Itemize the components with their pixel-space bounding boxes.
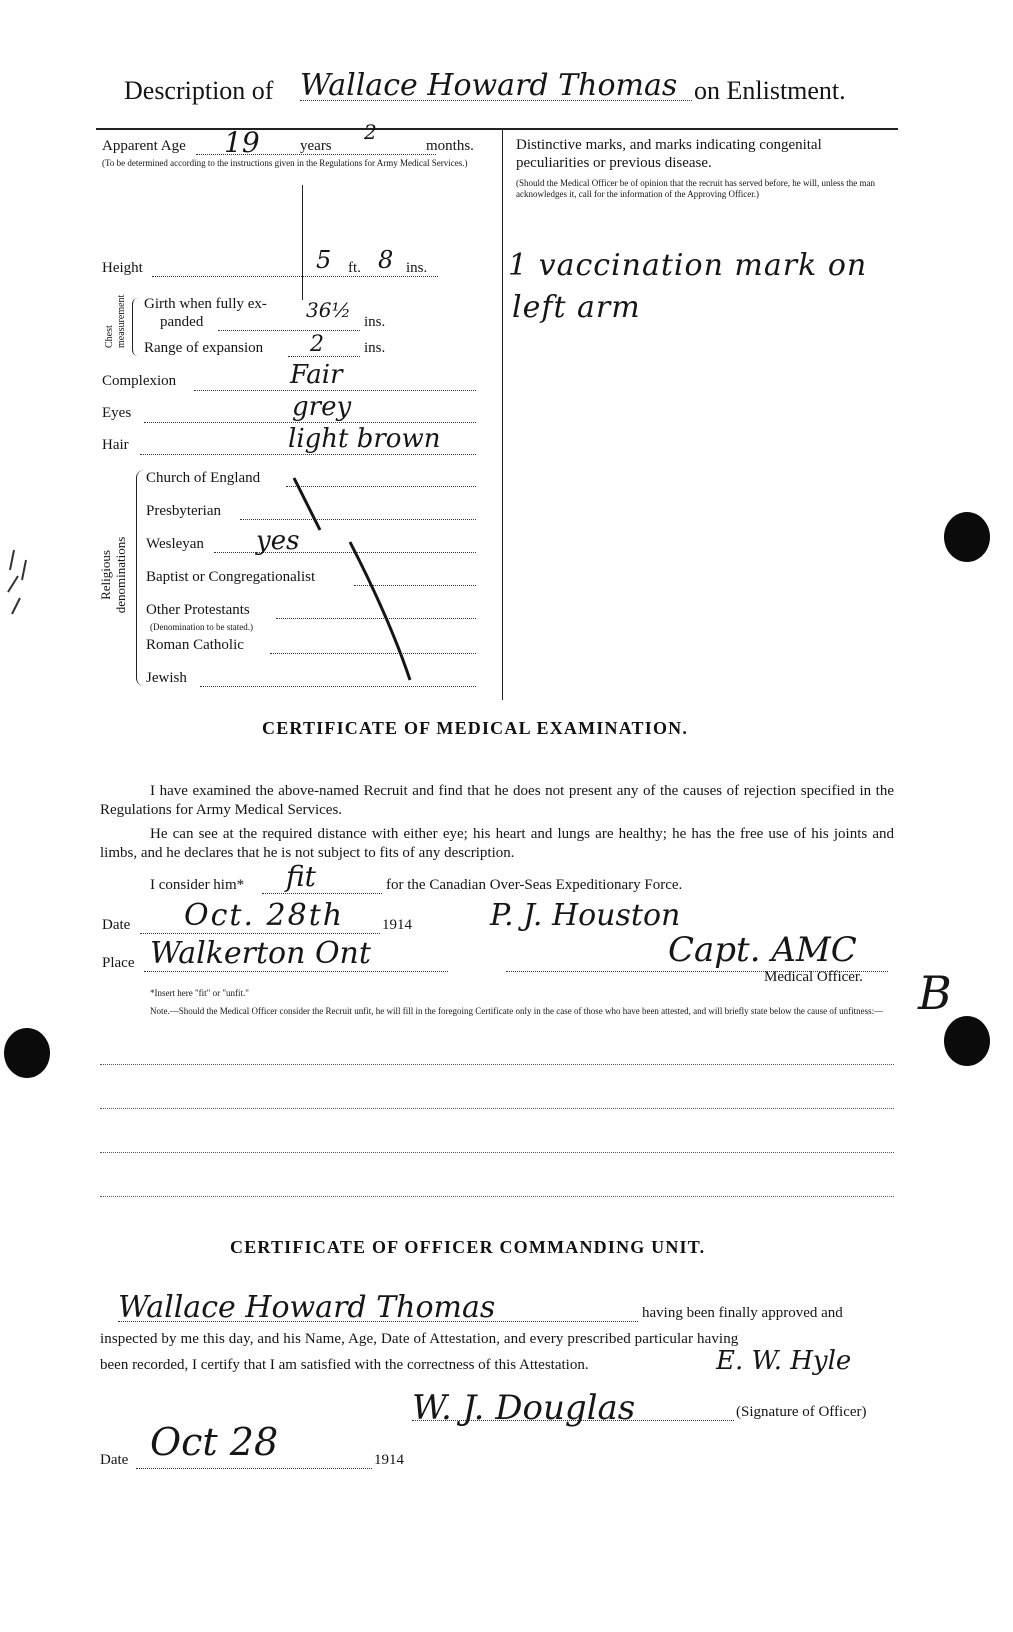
commanding-text-2: inspected by me this day, and his Name, Age, Date of Attestation, and every prescribed particular having [100,1331,739,1347]
unfitness-line-1 [100,1064,894,1065]
consider-suffix: for the Canadian Over-Seas Expeditionary Force. [386,877,683,893]
commanding-name: Wallace Howard Thomas [118,1290,496,1325]
hair-label: Hair [102,437,129,453]
girth-label-2: panded [160,314,204,330]
religion-other-protestants: Other Protestants [146,602,250,618]
range-unit: ins. [364,340,386,356]
age-months: 2 [364,120,377,144]
marks-note: (Should the Medical Officer be of opinion that the recruit has served before, he will, unless the man acknowledges it, call for the information of the Approving Officer.) [516,178,875,199]
place-value: Walkerton Ont [150,936,371,971]
unfitness-line-3 [100,1152,894,1153]
inner-divider [302,185,303,300]
unfitness-line-4 [100,1196,894,1197]
range-value: 2 [310,332,324,357]
rank-value: Capt. AMC [668,930,857,970]
age-years: 19 [224,126,260,159]
commanding-text-1: having been finally approved and [642,1305,843,1321]
title-name: Wallace Howard Thomas [300,68,678,103]
girth-unit: ins. [364,314,386,330]
hair-value: light brown [288,424,441,454]
commanding-initials: E. W. Hyle [716,1346,852,1376]
punch-hole-right-lower [944,1016,990,1066]
medical-para-1: I have examined the above-named Recruit and find that he does not present any of the causes of rejection specified in the Regulations for Army Medical Services. [100,783,894,818]
religion-brace [136,470,145,686]
title-prefix: Description of [124,76,274,105]
signature-label: (Signature of Officer) [736,1404,867,1420]
unfitness-line-2 [100,1108,894,1109]
chest-label: Chest measurement [104,294,127,348]
commanding-date-year: 1914 [374,1452,404,1468]
girth-label-1: Girth when fully ex- [144,296,267,312]
height-ft: 5 [316,246,332,274]
height-ins: 8 [378,246,394,274]
complexion-value: Fair [290,360,343,390]
height-label: Height [102,260,143,276]
commanding-date-value: Oct 28 [150,1420,279,1464]
medical-heading: CERTIFICATE OF MEDICAL EXAMINATION. [262,718,689,738]
religion-church-of-england: Church of England [146,470,261,486]
place-label: Place [102,955,135,971]
ft-label: ft. [348,260,361,276]
medical-officer-label: Medical Officer. [764,969,863,985]
eyes-value: grey [292,392,352,422]
medical-date-value: Oct. 28th [184,898,345,933]
marks-heading: Distinctive marks, and marks indicating congenital peculiarities or previous disease. [516,137,822,171]
consider-prefix: I consider him* [150,877,245,893]
religion-wesleyan: Wesleyan [146,536,204,552]
commanding-signature: W. J. Douglas [412,1388,636,1428]
religion-group-label: Religious denominations [98,536,128,614]
margin-mark: B [918,966,952,1020]
medical-note: Note.—Should the Medical Officer consider the Recruit unfit, he will fill in the foregoing Certificate only in the case of those who have been attested, and will briefly state below the cause of unfitness:— [150,1006,884,1016]
complexion-label: Complexion [102,373,177,389]
marks-value-line-1: 1 vaccination mark on [508,248,868,283]
eyes-label: Eyes [102,405,132,421]
ins-label: ins. [406,260,428,276]
medical-signature: P. J. Houston [490,898,681,933]
religion-presbyterian: Presbyterian [146,503,221,519]
table-divider [502,130,503,700]
punch-hole-left [4,1028,50,1078]
commanding-text-3: been recorded, I certify that I am satisfied with the correctness of this Attestation. [100,1357,589,1373]
punch-hole-right-upper [944,512,990,562]
range-label: Range of expansion [144,340,264,356]
months-label: months. [426,138,474,154]
girth-value: 36½ [306,298,351,322]
wesleyan-value: yes [256,526,300,556]
commanding-heading: CERTIFICATE OF OFFICER COMMANDING UNIT. [230,1237,706,1257]
religion-jewish: Jewish [146,670,187,686]
religion-roman-catholic: Roman Catholic [146,637,244,653]
religion-strike-line [280,470,440,700]
medical-para-2: He can see at the required distance with either eye; his heart and lungs are healthy; he has the free use of his joints and limbs, and he declares that he is not subject to fits of any description. [100,826,894,861]
chest-brace [132,298,141,356]
age-note: (To be determined according to the instructions given in the Regulations for Army Medical Services.) [102,158,468,168]
table-top-rule [96,128,898,130]
other-protestants-note: (Denomination to be stated.) [150,622,253,632]
insert-note: *Insert here "fit" or "unfit." [150,988,249,998]
medical-date-label: Date [102,917,131,933]
marks-value-line-2: left arm [512,290,641,325]
religion-baptist: Baptist or Congregationalist [146,569,316,585]
commanding-date-label: Date [100,1452,129,1468]
medical-date-year: 1914 [382,917,412,933]
title-suffix: on Enlistment. [694,76,846,105]
years-label: years [300,138,332,154]
consider-value: fit [286,860,316,893]
age-label: Apparent Age [102,138,186,154]
margin-scribble [0,540,40,630]
